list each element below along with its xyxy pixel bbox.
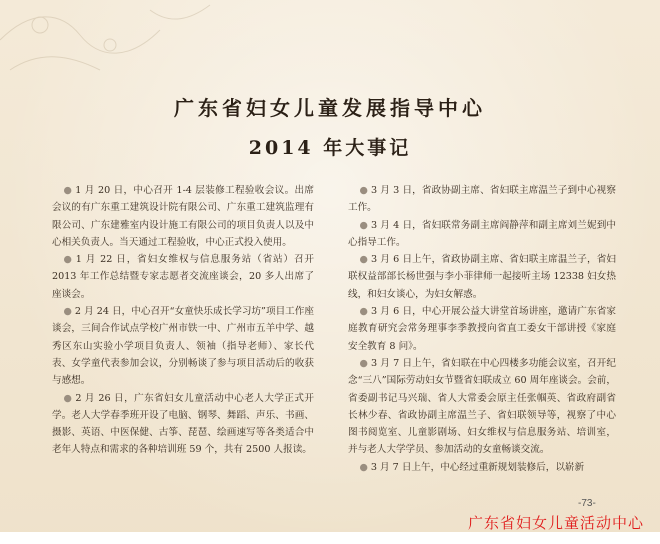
bullet-icon: ●	[359, 357, 369, 369]
bullet-icon: ●	[359, 254, 369, 266]
event-paragraph: ● 3 月 6 日上午，省政协副主席、省妇联主席温兰子，省妇联权益部部长杨世强与李小菲律师一起接听主场 12338 妇女热线，和妇女谈心，为妇女解惑。	[348, 254, 617, 300]
event-paragraph: ● 2 月 26 日，广东省妇女儿童活动中心老人大学正式开学。老人大学春季班开设了电脑、钢琴、舞蹈、声乐、书画、摄影、英语、中医保健、古筝、琵琶、绘画速写等各类适合中老年人特点和需求的各种培训班 59 个，共有 2500 人报读。	[52, 392, 314, 456]
event-paragraph: ● 1 月 22 日，省妇女维权与信息服务站（省站）召开 2013 年工作总结暨专家志愿者交流座谈会，20 多人出席了座谈会。	[52, 254, 314, 300]
event-paragraph: ● 3 月 3 日，省政协副主席、省妇联主席温兰子到中心视察工作。	[348, 185, 617, 214]
left-column	[52, 182, 314, 459]
page-number: -73-	[578, 498, 596, 509]
floral-ornament	[0, 0, 250, 80]
bullet-icon: ●	[359, 185, 369, 196]
bottom-band	[0, 532, 660, 544]
page-title: 广东省妇女儿童发展指导中心	[174, 96, 486, 120]
title-block	[0, 92, 660, 160]
event-paragraph: ● 3 月 4 日，省妇联常务副主席阎静萍和副主席刘兰妮到中心指导工作。	[348, 219, 617, 248]
bullet-icon: ●	[359, 306, 369, 318]
event-paragraph: ● 3 月 7 日上午，省妇联在中心四楼多功能会议室，召开纪念“三八”国际劳动妇女节暨省妇联成立 60 周年座谈会。会前，省委副书记马兴瑞、省人大常委会原主任张帼英、省政府副省长林少春、省政协副主席温兰子、省妇联领导等，视察了中心图书阅览室、儿童影剧场、妇女维权与信息服务站、培训室，并与老人大学学员、参加活动的女童畅谈交流。	[348, 357, 617, 456]
event-paragraph: ● 2 月 24 日，中心召开“女童快乐成长学习坊”项目工作座谈会，三间合作试点学校广州市铁一中、广州市五羊中学、越秀区东山实验小学项目负责人、领袖（指导老师）、家长代表、女学童代表参加会议，分别畅谈了参与项目活动后的收获与感想。	[52, 306, 314, 387]
right-column	[348, 182, 616, 476]
page-subtitle: 2014 年大事记	[248, 137, 412, 159]
bullet-icon: ●	[63, 185, 73, 196]
bullet-icon: ●	[63, 392, 73, 404]
event-paragraph: ● 3 月 6 日，中心开展公益大讲堂首场讲座，邀请广东省家庭教育研究会常务理事李季教授向省直工委女干部讲授《家庭安全教育 8 问》。	[348, 306, 617, 352]
event-paragraph: ● 1 月 20 日，中心召开 1-4 层装修工程验收会议。出席会议的有广东重工建筑设计院有限公司、广东重工建筑监理有限公司、广东建雅室内设计施工有限公司的项目负责人以及中心相关负责人。当天通过工程验收，中心正式投入使用。	[52, 185, 314, 248]
bullet-icon: ●	[63, 306, 72, 318]
source-watermark: 广东省妇女儿童活动中心	[467, 514, 644, 532]
event-paragraph: ● 3 月 7 日上午，中心经过重新规划装修后，以崭新	[359, 461, 585, 473]
bullet-icon: ●	[359, 219, 369, 231]
bullet-icon: ●	[63, 254, 73, 266]
bullet-icon: ●	[359, 461, 368, 473]
